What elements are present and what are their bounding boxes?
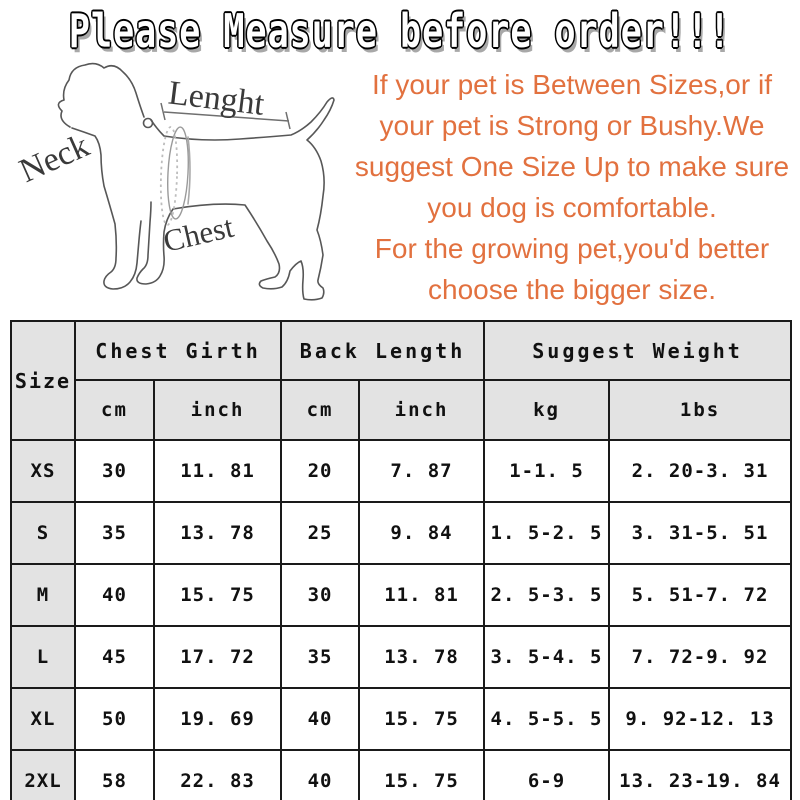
- table-row: [11, 564, 791, 626]
- page-title: Please Measure before order!!!: [68, 6, 732, 59]
- advice-line: If your pet is Between Sizes,or if: [372, 69, 772, 100]
- cell-chest-cm: 50: [75, 688, 154, 750]
- cell-chest-inch: 13. 78: [154, 502, 281, 564]
- row-size-label: S: [11, 502, 75, 564]
- header-weight-kg: kg: [484, 380, 609, 440]
- cell-back-cm: 30: [281, 564, 359, 626]
- cell-chest-cm: 45: [75, 626, 154, 688]
- chest-girth-band-dotted: [159, 127, 178, 225]
- header-chest-inch: inch: [154, 380, 281, 440]
- advice-line: choose the bigger size.: [428, 274, 716, 305]
- cell-back-cm: 35: [281, 626, 359, 688]
- table-row: [11, 502, 791, 564]
- cell-back-cm: 40: [281, 688, 359, 750]
- row-size-label: XL: [11, 688, 75, 750]
- advice-line: your pet is Strong or Bushy.We: [379, 110, 765, 141]
- cell-weight-kg: 1-1. 5: [484, 440, 609, 502]
- cell-chest-inch: 17. 72: [154, 626, 281, 688]
- header-size: Size: [11, 321, 75, 440]
- neck-label: Neck: [14, 127, 95, 191]
- cell-weight-kg: 1. 5-2. 5: [484, 502, 609, 564]
- size-chart-table: [10, 320, 792, 800]
- dog-measurement-diagram: [0, 55, 360, 317]
- dog-head-outline: [58, 64, 144, 127]
- header-chest-girth: Chest Girth: [75, 321, 281, 380]
- length-label: Lenght: [166, 74, 267, 123]
- row-size-label: L: [11, 626, 75, 688]
- header-suggest-weight: Suggest Weight: [484, 321, 791, 380]
- advice-line: For the growing pet,you'd better: [374, 233, 770, 264]
- table-row: [11, 688, 791, 750]
- cell-back-inch: 15. 75: [359, 750, 484, 800]
- cell-weight-lbs: 2. 20-3. 31: [609, 440, 791, 502]
- cell-weight-lbs: 9. 92-12. 13: [609, 688, 791, 750]
- row-size-label: XS: [11, 440, 75, 502]
- cell-back-inch: 15. 75: [359, 688, 484, 750]
- cell-chest-cm: 58: [75, 750, 154, 800]
- cell-back-inch: 11. 81: [359, 564, 484, 626]
- chest-girth-band-solid: [166, 127, 191, 220]
- table-row: [11, 626, 791, 688]
- chest-label: Chest: [160, 208, 237, 259]
- cell-weight-lbs: 5. 51-7. 72: [609, 564, 791, 626]
- table-row: [11, 440, 791, 502]
- cell-chest-inch: 15. 75: [154, 564, 281, 626]
- dog-body-outline: [137, 98, 334, 300]
- advice-line: suggest One Size Up to make sure: [354, 151, 790, 182]
- cell-weight-kg: 4. 5-5. 5: [484, 688, 609, 750]
- cell-weight-lbs: 13. 23-19. 84: [609, 750, 791, 800]
- table-header-row-units: [11, 380, 791, 440]
- cell-back-cm: 20: [281, 440, 359, 502]
- cell-chest-inch: 19. 69: [154, 688, 281, 750]
- row-size-label: 2XL: [11, 750, 75, 800]
- header-back-length: Back Length: [281, 321, 484, 380]
- cell-weight-kg: 6-9: [484, 750, 609, 800]
- advice-line: you dog is comfortable.: [427, 192, 717, 223]
- cell-chest-inch: 22. 83: [154, 750, 281, 800]
- cell-weight-lbs: 7. 72-9. 92: [609, 626, 791, 688]
- cell-weight-kg: 2. 5-3. 5: [484, 564, 609, 626]
- header-back-inch: inch: [359, 380, 484, 440]
- cell-chest-cm: 40: [75, 564, 154, 626]
- cell-chest-cm: 35: [75, 502, 154, 564]
- cell-back-cm: 40: [281, 750, 359, 800]
- cell-back-inch: 9. 84: [359, 502, 484, 564]
- table-row: [11, 750, 791, 800]
- header-chest-cm: cm: [75, 380, 154, 440]
- cell-back-inch: 7. 87: [359, 440, 484, 502]
- cell-back-cm: 25: [281, 502, 359, 564]
- row-size-label: M: [11, 564, 75, 626]
- table-header-row-groups: [11, 321, 791, 380]
- cell-back-inch: 13. 78: [359, 626, 484, 688]
- cell-chest-inch: 11. 81: [154, 440, 281, 502]
- header-back-cm: cm: [281, 380, 359, 440]
- sizing-advice-text: [344, 64, 800, 310]
- header-weight-lbs: 1bs: [609, 380, 791, 440]
- cell-weight-lbs: 3. 31-5. 51: [609, 502, 791, 564]
- cell-weight-kg: 3. 5-4. 5: [484, 626, 609, 688]
- cell-chest-cm: 30: [75, 440, 154, 502]
